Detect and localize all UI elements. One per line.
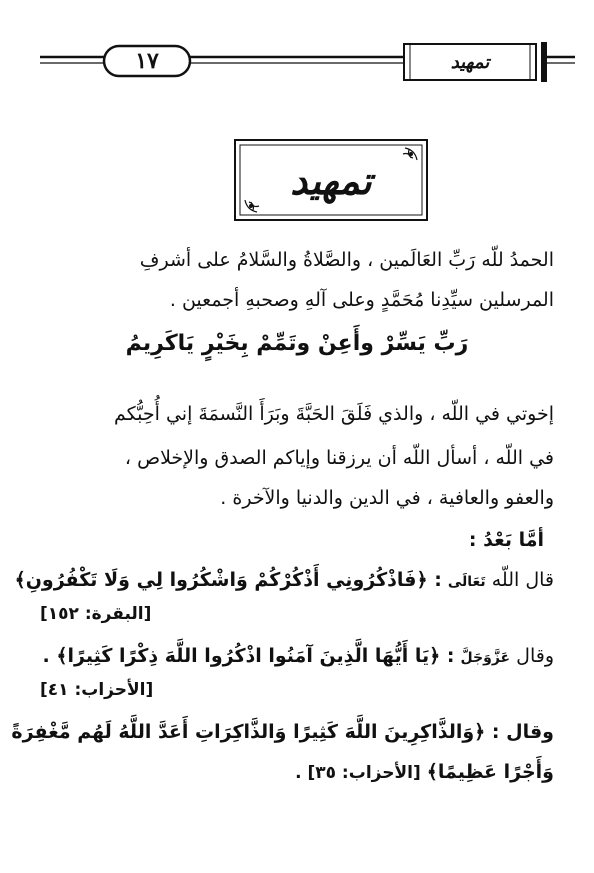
quran-quote	[295, 758, 554, 787]
page-header	[0, 36, 594, 86]
paragraph-line: المرسلين سيِّدِنا مُحَمَّدٍ وعلى آلهِ وصحبهِ أجمعين .	[169, 289, 554, 311]
quote-intro: قال اللّه	[491, 569, 554, 591]
quran-verse: وَأَجْرًا عَظِيمًا﴾	[426, 761, 554, 783]
quran-quote	[15, 566, 554, 596]
section-opener: أمَّا بَعْدُ :	[468, 529, 544, 551]
quran-quote	[43, 642, 554, 672]
honorific: عَزَّوَجَلَّ	[460, 650, 511, 666]
prayer-line: رَبِّ يَسِّرْ وأَعِنْ وتَمِّمْ بِخَيْرٍ يَاكَرِيمُ	[125, 331, 469, 356]
chapter-title: تمهيد	[290, 157, 372, 203]
paragraph-line: الحمدُ للّه رَبِّ العَالَمين ، والصَّلاةُ والسَّلامُ على أشرفِ	[139, 249, 554, 271]
verse-reference: [الأحزاب: ٣٥] .	[295, 763, 421, 783]
paragraph-line: إخوتي في اللّه ، والذي فَلَقَ الحَبَّةَ وبَرَأَ النَّسمَةَ إني أُحِبُّكم	[114, 403, 554, 425]
quran-verse: وقال : ﴿وَالذَّاكِرِينَ اللَّهَ كَثِيرًا وَالذَّاكِرَاتِ أَعَدَّ اللَّهُ لَهُم مَّغْفِرَةً	[11, 721, 554, 743]
quran-verse: : ﴿يَا أَيُّهَا الَّذِينَ آمَنُوا اذْكُرُوا اللَّهَ ذِكْرًا كَثِيرًا﴾ .	[42, 645, 455, 667]
paragraph-line: والعفو والعافية ، في الدين والدنيا والآخرة .	[220, 487, 554, 509]
verse-reference: [البقرة: ١٥٢]	[40, 604, 152, 624]
quran-verse: : ﴿فَاذْكُرُونِي أَذْكُرْكُمْ وَاشْكُرُوا لِي وَلَا تَكْفُرُونِ﴾	[14, 569, 442, 591]
paragraph-line: في اللّه ، أسأل اللّه أن يرزقنا وإياكم الصدق والإخلاص ،	[124, 447, 554, 469]
page-number: ١٧	[135, 48, 159, 74]
honorific: تَعَالَى	[447, 574, 486, 590]
quran-quote	[11, 718, 554, 746]
running-title: تمهيد	[450, 51, 490, 73]
quote-intro: وقال	[516, 645, 554, 667]
chapter-title-box	[233, 138, 429, 222]
verse-reference: [الأحزاب: ٤١]	[40, 680, 154, 700]
